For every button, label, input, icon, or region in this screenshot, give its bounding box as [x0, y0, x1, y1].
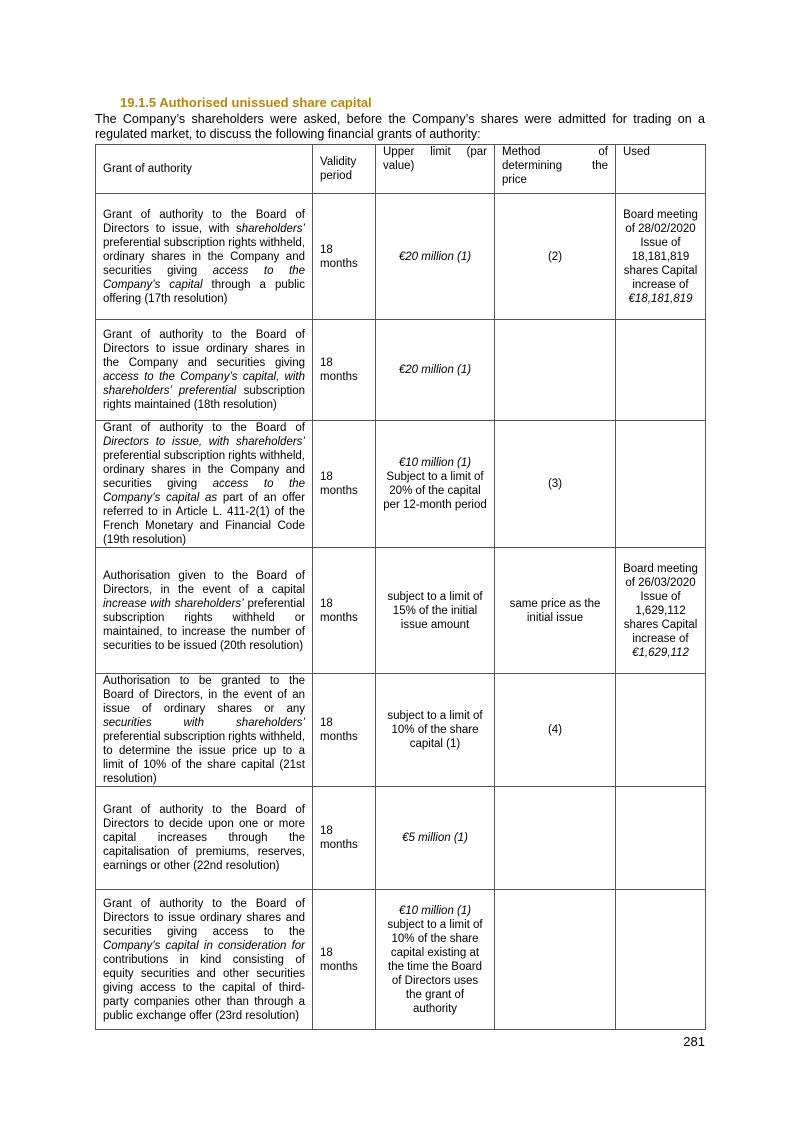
limit-cell: €20 million (1)	[376, 194, 495, 320]
grant-cell	[96, 548, 313, 674]
validity-cell: 18 months	[313, 890, 376, 1030]
used-amount: €1,629,112	[632, 646, 689, 659]
grant-text: through a public offering (17th resolution)	[103, 278, 305, 305]
validity-cell: 18 months	[313, 674, 376, 787]
used-cell	[616, 194, 706, 320]
grant-text-italic: hareholders’	[241, 222, 305, 235]
header-grant: Grant of authority	[96, 145, 313, 194]
validity-cell: 18 months	[313, 194, 376, 320]
section-heading: 19.1.5 Authorised unissued share capital	[120, 95, 372, 110]
table-row	[96, 320, 706, 421]
method-cell: (2)	[495, 194, 616, 320]
grant-text-italic: Directors to issue, with shareholders’	[103, 436, 305, 448]
limit-cell	[376, 890, 495, 1030]
used-cell	[616, 320, 706, 421]
intro-paragraph: The Company’s shareholders were asked, before the Company’s shares were admitted for trading on a regulated market, to discuss the following financial grants of authority:	[95, 112, 705, 141]
grant-text: preferential subscription rights withheld, ordinary shares in the Company and securities giving	[103, 450, 305, 490]
grant-cell	[96, 890, 313, 1030]
grant-text: Grant of authority to the Board of	[103, 422, 305, 434]
grant-text: subscription rights maintained (18th resolution)	[103, 385, 306, 411]
method-cell	[495, 787, 616, 890]
grant-text: Grant of authority to the Board of Directors to decide upon one or more capital increases through the capitalisation of premiums, reserves, earnings or other (22nd resolution)	[103, 804, 305, 872]
table-row	[96, 674, 706, 787]
grant-text: part of an offer referred to in Article L. 411-2(1) of the French Monetary and Financial Code (19th resolution)	[103, 492, 305, 546]
used-cell	[616, 421, 706, 548]
method-cell	[495, 890, 616, 1030]
limit-condition: Subject to a limit of 20% of the capital per 12-month period	[383, 471, 487, 511]
grant-text-italic: access to the Company’s capital, with shareholders’ preferential	[103, 371, 305, 397]
limit-amount: €10 million (1)	[398, 905, 472, 917]
grant-cell	[96, 320, 313, 421]
grant-text: preferential subscription rights withheld or maintained, to increase the number of securities to be issued (20th resolution)	[103, 597, 305, 652]
grant-text: preferential subscription rights withheld, ordinary shares in the Company and securities giving	[103, 236, 305, 277]
grant-text-italic: securities with shareholders’	[103, 717, 305, 729]
method-cell: (3)	[495, 421, 616, 548]
limit-amount: €10 million (1)	[398, 457, 472, 469]
table-row	[96, 890, 706, 1030]
grant-text: Grant of authority to the Board of Directors to issue ordinary shares and securities giving access to the	[103, 897, 305, 938]
table-row	[96, 421, 706, 548]
grant-cell	[96, 194, 313, 320]
used-amount: €18,181,819	[628, 292, 693, 305]
grant-text: Grant of authority to the Board of Directors to issue ordinary shares in the Company and securities giving	[103, 329, 305, 369]
grant-text: Authorisation to be granted to the Board of Directors, in the event of an issue of ordinary shares or any	[103, 675, 305, 715]
table-row	[96, 194, 706, 320]
used-text: Board meeting of 28/02/2020 Issue of 18,181,819 shares Capital increase of	[623, 208, 698, 291]
validity-cell: 18 months	[313, 320, 376, 421]
method-cell: same price as the initial issue	[495, 548, 616, 674]
grant-text-italic: increase with shareholders’	[103, 597, 244, 610]
used-cell	[616, 548, 706, 674]
grant-cell	[96, 674, 313, 787]
limit-cell: subject to a limit of 15% of the initial issue amount	[376, 548, 495, 674]
used-text: Board meeting of 26/03/2020 Issue of 1,629,112 shares Capital increase of	[623, 562, 698, 645]
grant-text-italic: access to the Company’s capital	[103, 264, 305, 291]
grant-text-italic: Company’s capital in consideration for	[103, 939, 305, 952]
validity-cell: 18 months	[313, 787, 376, 890]
grant-text: contributions in kind consisting of equity securities and other securities giving access to the capital of third-party companies other than through a public exchange offer (23rd resolution)	[103, 953, 305, 1022]
limit-cell: €5 million (1)	[376, 787, 495, 890]
table-header-row	[96, 145, 706, 194]
header-method: Method of determining the price	[495, 145, 616, 194]
header-validity: Validity period	[313, 145, 376, 194]
header-limit: Upper limit (par value)	[376, 145, 495, 194]
limit-cell: subject to a limit of 10% of the share capital (1)	[376, 674, 495, 787]
page-number: 281	[683, 1034, 705, 1049]
validity-cell: 18 months	[313, 421, 376, 548]
limit-condition: subject to a limit of 10% of the share capital existing at the time the Board of Directors uses the grant of authority	[387, 919, 483, 1015]
grant-cell	[96, 421, 313, 548]
limit-cell	[376, 421, 495, 548]
grant-text: preferential subscription rights withheld, to determine the issue price up to a limit of 10% of the share capital (21st resolution)	[103, 731, 305, 785]
used-cell	[616, 674, 706, 787]
grant-cell	[96, 787, 313, 890]
grant-text: Authorisation given to the Board of Directors, in the event of a capital	[103, 569, 305, 596]
method-cell: (4)	[495, 674, 616, 787]
table-row	[96, 787, 706, 890]
header-used: Used	[616, 145, 706, 194]
grant-text: Grant of authority to the Board of Directors to issue, with s	[103, 208, 305, 235]
grant-text-italic: access to the Company’s capital as	[103, 478, 305, 504]
method-cell	[495, 320, 616, 421]
validity-cell: 18 months	[313, 548, 376, 674]
used-cell	[616, 787, 706, 890]
limit-cell: €20 million (1)	[376, 320, 495, 421]
authorities-table	[95, 144, 706, 1030]
table-row	[96, 548, 706, 674]
used-cell	[616, 890, 706, 1030]
